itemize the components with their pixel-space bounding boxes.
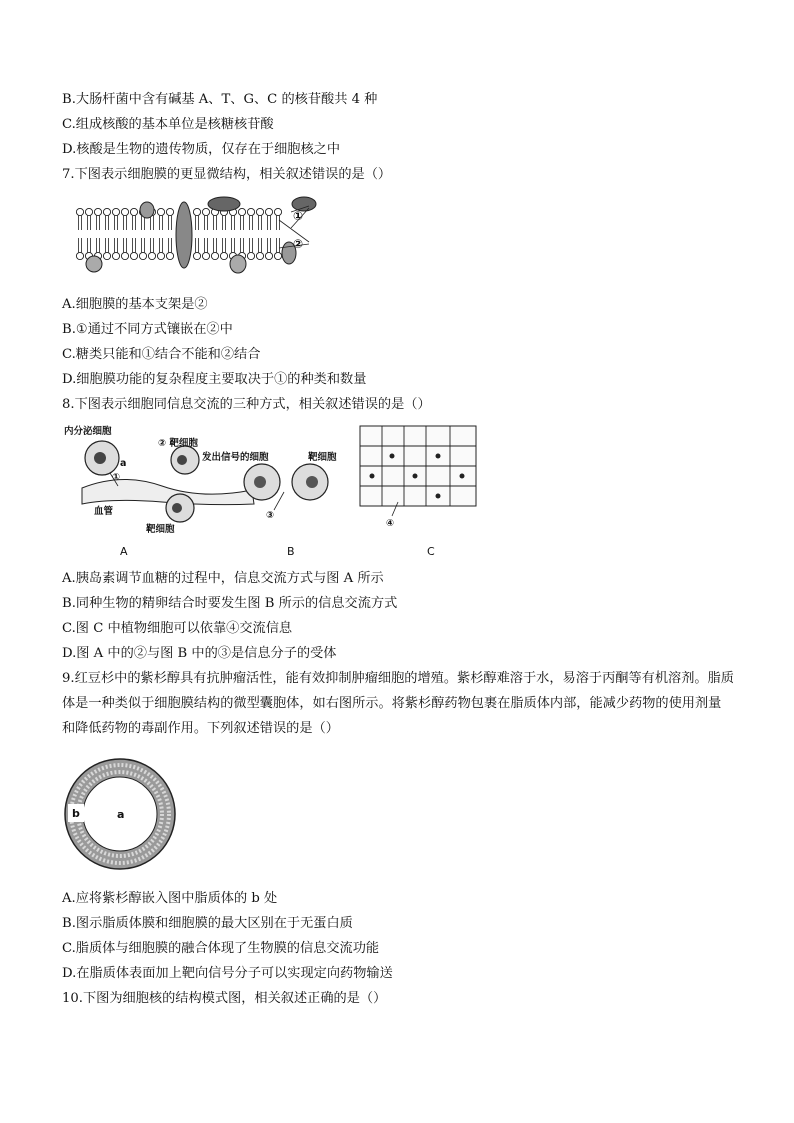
label-num4: ④ bbox=[386, 518, 395, 529]
q8-caption-c: C bbox=[427, 545, 435, 558]
q8-signaling-figure bbox=[62, 420, 482, 538]
label-endocrine-cell: 内分泌细胞 bbox=[64, 426, 112, 437]
q9-option-d: D.在脂质体表面加上靶向信号分子可以实现定向药物输送 bbox=[62, 966, 393, 981]
liposome-label-a: a bbox=[117, 808, 125, 821]
label-signal-cell: 发出信号的细胞 bbox=[202, 452, 269, 463]
panel-a bbox=[64, 425, 254, 535]
q9-option-c: C.脂质体与细胞膜的融合体现了生物膜的信息交流功能 bbox=[62, 941, 380, 956]
q6-option-d: D.核酸是生物的遗传物质，仅存在于细胞核之中 bbox=[62, 142, 341, 157]
label-target-cell-bottom: 靶细胞 bbox=[146, 524, 175, 535]
q9-liposome-figure bbox=[62, 756, 182, 876]
panel-c bbox=[360, 426, 476, 529]
panel-b bbox=[201, 451, 337, 521]
q8-option-d: D.图 A 中的②与图 B 中的③是信息分子的受体 bbox=[62, 646, 337, 661]
q6-option-c: C.组成核酸的基本单位是核糖核苷酸 bbox=[62, 117, 274, 132]
q9-option-a: A.应将紫杉醇嵌入图中脂质体的 b 处 bbox=[62, 891, 278, 906]
membrane-proteins bbox=[86, 197, 316, 273]
q8-option-b: B.同种生物的精卵结合时要发生图 B 所示的信息交流方式 bbox=[62, 596, 398, 611]
q8-caption-b: B bbox=[287, 545, 295, 558]
label-blood-vessel: 血管 bbox=[94, 506, 114, 517]
label-num3: ③ bbox=[266, 510, 275, 521]
q7-option-b: B.①通过不同方式镶嵌在②中 bbox=[62, 322, 233, 337]
q9-stem: 9.红豆杉中的紫杉醇具有抗肿瘤活性，能有效抑制肿瘤细胞的增殖。紫杉醇难溶于水，易溶于丙酮等有机溶剂。脂质体是一种类似于细胞膜结构的微型囊胞体，如右图所示。将紫杉醇药物包裹在脂质体内部，能减少药物的使用剂量和降低药物的毒副作用。下列叙述错误的是（） bbox=[62, 671, 734, 736]
q7-option-d: D.细胞膜功能的复杂程度主要取决于①的种类和数量 bbox=[62, 372, 367, 387]
liposome-label-b: b bbox=[72, 807, 80, 820]
label-letter-a: a bbox=[120, 458, 127, 469]
label-num2-target: ② 靶细胞 bbox=[158, 438, 198, 449]
label-num1: ① bbox=[112, 472, 121, 483]
q8-option-a: A.胰岛素调节血糖的过程中，信息交流方式与图 A 所示 bbox=[62, 571, 384, 586]
q7-option-a: A.细胞膜的基本支架是② bbox=[62, 297, 208, 312]
q9-option-b: B.图示脂质体膜和细胞膜的最大区别在于无蛋白质 bbox=[62, 916, 353, 931]
q10-stem: 10.下图为细胞核的结构模式图，相关叙述正确的是（） bbox=[62, 991, 387, 1006]
q7-stem: 7.下图表示细胞膜的更显微结构，相关叙述错误的是（） bbox=[62, 167, 392, 182]
q7-label-1: ① bbox=[293, 209, 304, 223]
q6-option-b: B.大肠杆菌中含有碱基 A、T、G、C 的核苷酸共 4 种 bbox=[62, 92, 378, 107]
q7-option-c: C.糖类只能和①结合不能和②结合 bbox=[62, 347, 261, 362]
q8-option-c: C.图 C 中植物细胞可以依靠④交流信息 bbox=[62, 621, 293, 636]
q7-membrane-figure bbox=[74, 190, 324, 280]
q8-stem: 8.下图表示细胞同信息交流的三种方式，相关叙述错误的是（） bbox=[62, 397, 431, 412]
q7-label-2: ② bbox=[293, 237, 304, 251]
q8-caption-a: A bbox=[120, 545, 128, 558]
label-target-cell-b: 靶细胞 bbox=[308, 452, 337, 463]
